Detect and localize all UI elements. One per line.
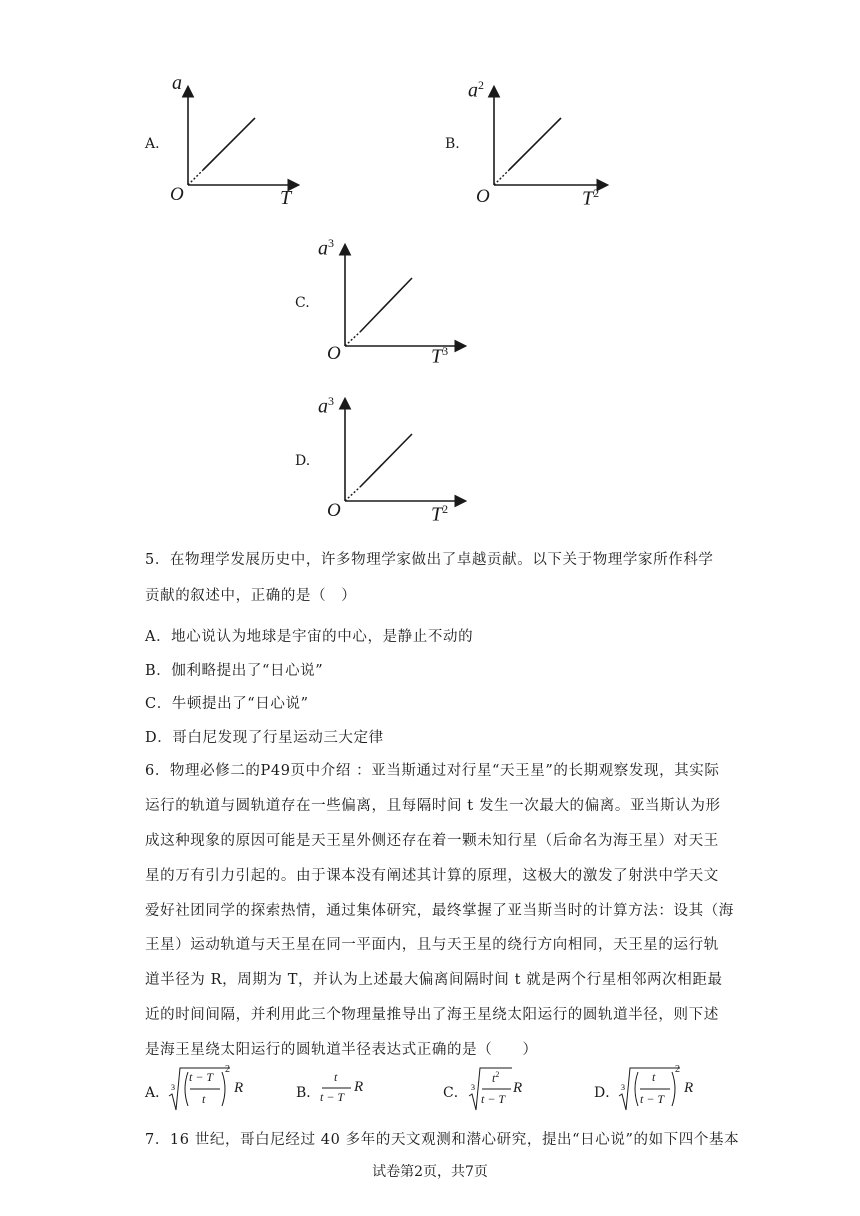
q6-option-b-numerator: t <box>334 1070 338 1084</box>
graph-b-y-label: $a^2$ <box>468 78 484 102</box>
q7-line-1: 7．16 世纪，哥白尼经过 40 多年的天文观测和潜心研究，提出“日心说”的如下四个基本 <box>145 1132 740 1148</box>
graph-a-origin: O <box>170 184 184 205</box>
q6-line-4: 星的万有引力引起的。由于课本没有阐述其计算的原理，这极大的激发了射洪中学天文 <box>145 868 719 884</box>
svg-text:3: 3 <box>171 1083 175 1092</box>
q6-option-a-denominator: t <box>202 1092 206 1106</box>
q6-option-d-letter: D． <box>594 1085 620 1101</box>
q6-option-d-r: R <box>684 1080 694 1096</box>
graph-c-y-label: $a^3$ <box>318 236 334 260</box>
q6-option-a-numerator: t − T <box>189 1070 214 1084</box>
svg-text:3: 3 <box>621 1083 625 1092</box>
q6-option-c-letter: C． <box>443 1085 468 1101</box>
q6-option-c-numerator: $t^2$ <box>492 1070 500 1085</box>
graph-a-y-label: a <box>172 72 182 94</box>
q6-line-1: 6．物理必修二的P49页中介绍 ：亚当斯通过对行星“天王星”的长期观察发现，其实际 <box>145 763 720 779</box>
option-d-letter: D. <box>295 453 311 469</box>
q6-option-c-r: R <box>513 1080 523 1096</box>
q5-option-d: D．哥白尼发现了行星运动三大定律 <box>145 730 384 746</box>
graph-b-x-label: $T^2$ <box>582 186 600 210</box>
option-c-letter: C. <box>295 295 310 311</box>
page-footer: 试卷第2页，共7页 <box>372 1164 488 1180</box>
q6-option-d-exponent: 2 <box>675 1064 680 1075</box>
q6-option-d-denominator: t − T <box>640 1092 665 1106</box>
graph-d-origin: O <box>327 500 341 521</box>
q6-line-5: 爱好社团同学的探索热情，通过集体研究，最终掌握了亚当斯当时的计算方法：设其（海 <box>145 903 734 919</box>
q6-option-b-letter: B． <box>296 1085 321 1101</box>
graph-d-x-label: $T^2$ <box>431 502 449 526</box>
graph-b-origin: O <box>476 186 490 207</box>
option-b-letter: B. <box>445 136 460 152</box>
q5-line-2: 贡献的叙述中，正确的是（ ） <box>145 588 357 604</box>
q6-line-6: 王星）运动轨道与天王星在同一平面内，且与天王星的绕行方向相同，天王星的运行轨 <box>145 937 719 953</box>
option-a-letter: A. <box>145 136 160 152</box>
svg-text:3: 3 <box>471 1083 475 1092</box>
q6-option-c-denominator: t − T <box>481 1092 506 1106</box>
graph-a-x-label: T <box>280 187 292 209</box>
q5-option-a: A．地心说认为地球是宇宙的中心，是静止不动的 <box>145 629 474 645</box>
q5-option-c: C．牛顿提出了“日心说” <box>145 696 309 712</box>
q6-line-2: 运行的轨道与圆轨道存在一些偏离，且每隔时间 t 发生一次最大的偏离。亚当斯认为形 <box>145 798 721 814</box>
q6-option-a-formula <box>168 1066 248 1116</box>
q6-option-b-denominator: t − T <box>320 1090 345 1104</box>
graph-c-x-label: $T^3$ <box>431 344 449 368</box>
graph-c-origin: O <box>327 343 341 364</box>
q6-option-a-letter: A． <box>145 1085 170 1101</box>
q5-option-b: B．伽利略提出了“日心说” <box>145 663 324 679</box>
q6-option-a-exponent: 2 <box>225 1064 230 1075</box>
q6-line-9: 是海王星绕太阳运行的圆轨道半径表达式正确的是（ ） <box>145 1042 538 1058</box>
q6-option-a-r: R <box>234 1080 244 1096</box>
q6-option-b-r: R <box>354 1079 364 1095</box>
q5-line-1: 5．在物理学发展历史中，许多物理学家做出了卓越贡献。以下关于物理学家所作科学 <box>145 552 714 568</box>
q6-line-7: 道半径为 R，周期为 T，并认为上述最大偏离间隔时间 t 就是两个行星相邻两次相距最 <box>145 972 723 988</box>
question-7 <box>145 1128 739 1149</box>
graph-d-y-label: $a^3$ <box>318 394 334 418</box>
q6-line-3: 成这种现象的原因可能是天王星外侧还存在着一颗未知行星（后命名为海王星）对天王 <box>145 833 719 849</box>
q6-line-8: 近的时间间隔，并利用此三个物理量推导出了海王星绕太阳运行的圆轨道半径，则下述 <box>145 1007 719 1023</box>
q6-option-d-numerator: t <box>652 1070 656 1084</box>
q6-option-c-radical <box>468 1066 538 1116</box>
q6-option-c-formula <box>468 1066 538 1116</box>
q6-option-b-formula <box>320 1070 380 1110</box>
q6-option-d-formula <box>618 1066 698 1116</box>
